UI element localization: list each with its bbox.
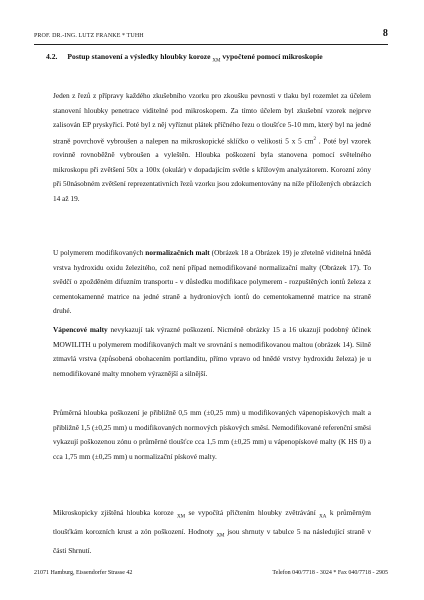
paragraph-text: (Obrázek 18 a Obrázek 19) je zřetelně viditelná hnědá vrstva hydroxidu oxidu železitého, což není případ nemodifikované normalizační malty (Obrázek 17). To svědčí o zpožděném difuzním transportu - v důsledku modifikace polymerem - rozpuštěných iontů železa z cementokamenné matrice na jedné straně a hydroniových iontů do cementokamenné matrice na straně druhé.	[53, 248, 371, 315]
paragraph-limestone-mortars	[53, 323, 371, 381]
paragraph-text: Jeden z řezů z přípravy každého zkušebního vzorku pro zkoušku pevnosti v tlaku byl rozemlet za účelem stanovení hloubky penetrace viditelné pod mikroskopem. Za tímto účelem byl zkušební vzorek nejprve zalisován EP pryskyřicí. Poté byl z něj vyříznut plátek příčného řezu o tloušťce 5-10 mm, který byl na jedné straně povrchově vybroušen a nalepen na mikroskopické sklíčko o velikosti 5 x 5 cm	[53, 91, 371, 145]
superscript: 2	[313, 136, 316, 142]
paragraph-text: se vypočítá přičtením hloubky zvětrávání	[185, 508, 320, 517]
paragraph-text: nevykazují tak výrazné poškození. Nicméně obrázky 15 a 16 ukazují podobný účinek MOWILITH u polymerem modifikovaných malt ve srovnání s nemodifikovanou maltou (obrázek 14). Silně ztmavlá vrstva (způsobená obohacením portlanditu, přímo vpravo od hnědé vrstvy hydroxidu železa) je u nemodifikované malty mnohem výraznější a silnější.	[53, 325, 371, 378]
section-title-start: Postup stanovení a výsledky hloubky koroze	[67, 52, 213, 61]
header-divider	[34, 44, 388, 45]
footer-contact: Telefon 040/7718 - 3024 * Fax 040/7718 - 2905	[272, 570, 388, 576]
subscript: XM	[216, 533, 225, 539]
bold-term: normalizačních malt	[145, 248, 210, 257]
subscript: XA	[319, 514, 327, 520]
paragraph-sample-preparation	[53, 89, 371, 206]
footer-address: 21071 Hamburg, Eissendorfer Strasse 42	[34, 570, 133, 576]
section-heading	[46, 52, 396, 64]
paragraph-text: Průměrná hloubka poškození je přibližně 0,5 mm (±0,25 mm) u modifikovaných vápenopískových malt a přibližně 1,5 (±0,25 mm) u modifikovaných normových pískových směsí. Nemodifikované referenční směsi vykazují poškozenou zónu o průměrné tloušťce cca 1,5 mm (±0,25 mm) u vápenopískové malty (K HS 0) a cca 1,75 mm (±0,25 mm) u normalizační pískové malty.	[53, 408, 371, 461]
page-number: 8	[382, 28, 388, 39]
paragraph-text: Mikroskopicky zjištěná hloubka koroze	[53, 508, 177, 517]
bold-term: Vápencové malty	[53, 325, 108, 334]
section-number: 4.2.	[46, 52, 58, 61]
section-title-subscript: XM	[212, 58, 221, 64]
paragraph-text: U polymerem modifikovaných	[53, 248, 146, 257]
paragraph-normalization-mortars	[53, 246, 371, 319]
section-title-end: vypočtené pomocí mikroskopie	[220, 52, 323, 61]
header-author: PROF. DR.-ING. LUTZ FRANKE * TUHH	[34, 33, 144, 39]
page-footer	[34, 570, 388, 582]
subscript: XM	[177, 514, 186, 520]
paragraph-corrosion-depth	[53, 506, 371, 558]
paragraph-text: k průměrným tloušťkám korozních krust a zón poškození. Hodnoty	[53, 508, 371, 536]
paragraph-text: . Poté byl vzorek rovinně rovnoběžně vybroušen a vyleštěn. Hloubka poškození byla stanovena pomocí světelného mikroskopu při zvětšení 50x a 100x (okulár) v dopadajícím světle s křížovým analyzátorem. Korozní zóny při 50násobném zvětšení reprezentativních řezů vzorku jsou zdokumentovány na níže přiložených obrázcích 14 až 19.	[53, 135, 371, 203]
paragraph-text: jsou shrnuty v tabulce 5 na následující straně v části Shrnutí.	[53, 526, 372, 555]
page-header	[34, 30, 388, 42]
paragraph-damage-depth	[53, 406, 371, 464]
